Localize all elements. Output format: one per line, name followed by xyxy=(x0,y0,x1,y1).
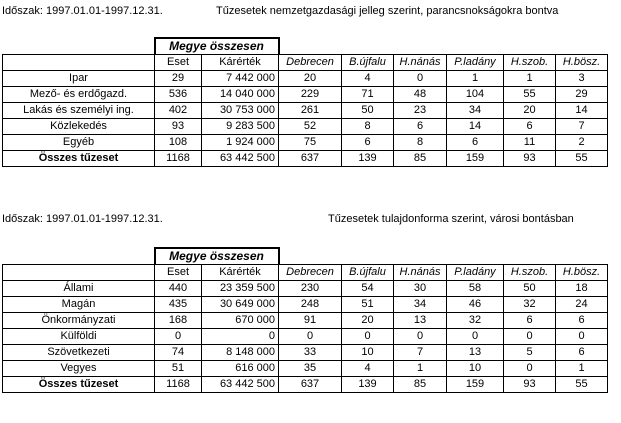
cell-value: 1 xyxy=(394,361,447,377)
total-row xyxy=(3,377,608,393)
column-header: Debrecen xyxy=(279,265,342,281)
cell-value: 440 xyxy=(155,281,202,297)
row-label: Mező- és erdőgazd. xyxy=(3,87,155,103)
blank-cell xyxy=(279,248,608,265)
total-value: 1168 xyxy=(155,151,202,167)
total-value: 1168 xyxy=(155,377,202,393)
column-header: H.szob. xyxy=(504,265,556,281)
cell-value: 13 xyxy=(447,345,504,361)
cell-value: 9 283 500 xyxy=(202,119,279,135)
cell-value: 30 xyxy=(394,281,447,297)
cell-value: 30 649 000 xyxy=(202,297,279,313)
cell-value: 0 xyxy=(342,329,394,345)
cell-value: 34 xyxy=(394,297,447,313)
cell-value: 616 000 xyxy=(202,361,279,377)
column-header: P.ladány xyxy=(447,265,504,281)
cell-value: 34 xyxy=(447,103,504,119)
total-value: 139 xyxy=(342,377,394,393)
cell-value: 0 xyxy=(447,329,504,345)
row-label: Egyéb xyxy=(3,135,155,151)
cell-value: 0 xyxy=(556,329,608,345)
column-header: H.bösz. xyxy=(556,55,608,71)
cell-value: 11 xyxy=(504,135,556,151)
row-label: Állami xyxy=(3,281,155,297)
cell-value: 248 xyxy=(279,297,342,313)
column-header: B.újfalu xyxy=(342,265,394,281)
blank-cell xyxy=(279,38,608,55)
cell-value: 7 xyxy=(394,345,447,361)
column-header: Kárérték xyxy=(202,265,279,281)
column-header: H.bösz. xyxy=(556,265,608,281)
cell-value: 2 xyxy=(556,135,608,151)
row-label: Ipar xyxy=(3,71,155,87)
cell-value: 4 xyxy=(342,361,394,377)
total-label: Összes tűzeset xyxy=(3,151,155,167)
cell-value: 51 xyxy=(155,361,202,377)
cell-value: 0 xyxy=(155,329,202,345)
cell-value: 6 xyxy=(556,313,608,329)
table1-title: Tűzesetek nemzetgazdasági jelleg szerint, parancsnokságokra bontva xyxy=(216,5,559,17)
cell-value: 71 xyxy=(342,87,394,103)
table-row xyxy=(3,135,608,151)
cell-value: 0 xyxy=(504,361,556,377)
total-value: 93 xyxy=(504,377,556,393)
table-row xyxy=(3,361,608,377)
cell-value: 29 xyxy=(556,87,608,103)
cell-value: 3 xyxy=(556,71,608,87)
cell-value: 54 xyxy=(342,281,394,297)
column-header: H.nánás xyxy=(394,55,447,71)
cell-value: 20 xyxy=(342,313,394,329)
table-row xyxy=(3,71,608,87)
cell-value: 8 xyxy=(394,135,447,151)
table-row xyxy=(3,103,608,119)
total-value: 63 442 500 xyxy=(202,151,279,167)
table-row xyxy=(3,345,608,361)
cell-value: 6 xyxy=(504,119,556,135)
cell-value: 32 xyxy=(504,297,556,313)
cell-value: 0 xyxy=(394,329,447,345)
column-header: B.újfalu xyxy=(342,55,394,71)
cell-value: 50 xyxy=(342,103,394,119)
total-value: 55 xyxy=(556,377,608,393)
column-header-row xyxy=(3,55,608,71)
table1-period: Időszak: 1997.01.01-1997.12.31. xyxy=(2,5,163,17)
cell-value: 402 xyxy=(155,103,202,119)
total-value: 159 xyxy=(447,151,504,167)
row-label: Közlekedés xyxy=(3,119,155,135)
cell-value: 1 924 000 xyxy=(202,135,279,151)
table-row xyxy=(3,313,608,329)
cell-value: 108 xyxy=(155,135,202,151)
column-header: P.ladány xyxy=(447,55,504,71)
column-header: H.nánás xyxy=(394,265,447,281)
cell-value: 58 xyxy=(447,281,504,297)
cell-value: 32 xyxy=(447,313,504,329)
cell-value: 33 xyxy=(279,345,342,361)
megye-osszesen-header: Megye összesen xyxy=(155,38,279,55)
total-value: 63 442 500 xyxy=(202,377,279,393)
cell-value: 10 xyxy=(447,361,504,377)
total-value: 637 xyxy=(279,151,342,167)
cell-value: 51 xyxy=(342,297,394,313)
cell-value: 14 xyxy=(447,119,504,135)
row-label-header xyxy=(3,55,155,71)
row-label-header xyxy=(3,265,155,281)
cell-value: 20 xyxy=(504,103,556,119)
cell-value: 7 442 000 xyxy=(202,71,279,87)
cell-value: 1 xyxy=(504,71,556,87)
cell-value: 6 xyxy=(447,135,504,151)
table2 xyxy=(2,247,608,393)
cell-value: 6 xyxy=(342,135,394,151)
cell-value: 93 xyxy=(155,119,202,135)
cell-value: 229 xyxy=(279,87,342,103)
cell-value: 75 xyxy=(279,135,342,151)
row-label: Magán xyxy=(3,297,155,313)
blank-cell xyxy=(3,38,155,55)
cell-value: 24 xyxy=(556,297,608,313)
table2-period: Időszak: 1997.01.01-1997.12.31. xyxy=(2,213,163,225)
cell-value: 35 xyxy=(279,361,342,377)
cell-value: 14 xyxy=(556,103,608,119)
cell-value: 0 xyxy=(279,329,342,345)
table-row xyxy=(3,297,608,313)
cell-value: 104 xyxy=(447,87,504,103)
total-value: 159 xyxy=(447,377,504,393)
total-row xyxy=(3,151,608,167)
cell-value: 0 xyxy=(504,329,556,345)
column-header-row xyxy=(3,265,608,281)
cell-value: 91 xyxy=(279,313,342,329)
column-header: Kárérték xyxy=(202,55,279,71)
cell-value: 230 xyxy=(279,281,342,297)
cell-value: 23 359 500 xyxy=(202,281,279,297)
table-row xyxy=(3,87,608,103)
total-value: 55 xyxy=(556,151,608,167)
cell-value: 7 xyxy=(556,119,608,135)
cell-value: 30 753 000 xyxy=(202,103,279,119)
cell-value: 8 148 000 xyxy=(202,345,279,361)
row-label: Szövetkezeti xyxy=(3,345,155,361)
column-header: Debrecen xyxy=(279,55,342,71)
cell-value: 14 040 000 xyxy=(202,87,279,103)
table2-title: Tűzesetek tulajdonforma szerint, városi bontásban xyxy=(328,213,574,225)
cell-value: 52 xyxy=(279,119,342,135)
cell-value: 435 xyxy=(155,297,202,313)
cell-value: 0 xyxy=(394,71,447,87)
cell-value: 4 xyxy=(342,71,394,87)
cell-value: 74 xyxy=(155,345,202,361)
cell-value: 261 xyxy=(279,103,342,119)
cell-value: 50 xyxy=(504,281,556,297)
row-label: Önkormányzati xyxy=(3,313,155,329)
table-row xyxy=(3,329,608,345)
cell-value: 1 xyxy=(556,361,608,377)
cell-value: 536 xyxy=(155,87,202,103)
table1 xyxy=(2,37,608,167)
cell-value: 10 xyxy=(342,345,394,361)
cell-value: 55 xyxy=(504,87,556,103)
cell-value: 48 xyxy=(394,87,447,103)
megye-header-row xyxy=(3,38,608,55)
cell-value: 23 xyxy=(394,103,447,119)
cell-value: 46 xyxy=(447,297,504,313)
row-label: Vegyes xyxy=(3,361,155,377)
cell-value: 168 xyxy=(155,313,202,329)
cell-value: 6 xyxy=(556,345,608,361)
total-value: 93 xyxy=(504,151,556,167)
column-header: H.szob. xyxy=(504,55,556,71)
cell-value: 8 xyxy=(342,119,394,135)
table-row xyxy=(3,119,608,135)
cell-value: 13 xyxy=(394,313,447,329)
column-header: Eset xyxy=(155,55,202,71)
cell-value: 18 xyxy=(556,281,608,297)
cell-value: 29 xyxy=(155,71,202,87)
total-value: 637 xyxy=(279,377,342,393)
total-value: 139 xyxy=(342,151,394,167)
cell-value: 670 000 xyxy=(202,313,279,329)
total-value: 85 xyxy=(394,151,447,167)
cell-value: 6 xyxy=(504,313,556,329)
column-header: Eset xyxy=(155,265,202,281)
cell-value: 0 xyxy=(202,329,279,345)
cell-value: 1 xyxy=(447,71,504,87)
row-label: Lakás és személyi ing. xyxy=(3,103,155,119)
cell-value: 20 xyxy=(279,71,342,87)
megye-osszesen-header: Megye összesen xyxy=(155,248,279,265)
megye-header-row xyxy=(3,248,608,265)
total-label: Összes tűzeset xyxy=(3,377,155,393)
cell-value: 6 xyxy=(394,119,447,135)
blank-cell xyxy=(3,248,155,265)
cell-value: 5 xyxy=(504,345,556,361)
row-label: Külföldi xyxy=(3,329,155,345)
table-row xyxy=(3,281,608,297)
total-value: 85 xyxy=(394,377,447,393)
